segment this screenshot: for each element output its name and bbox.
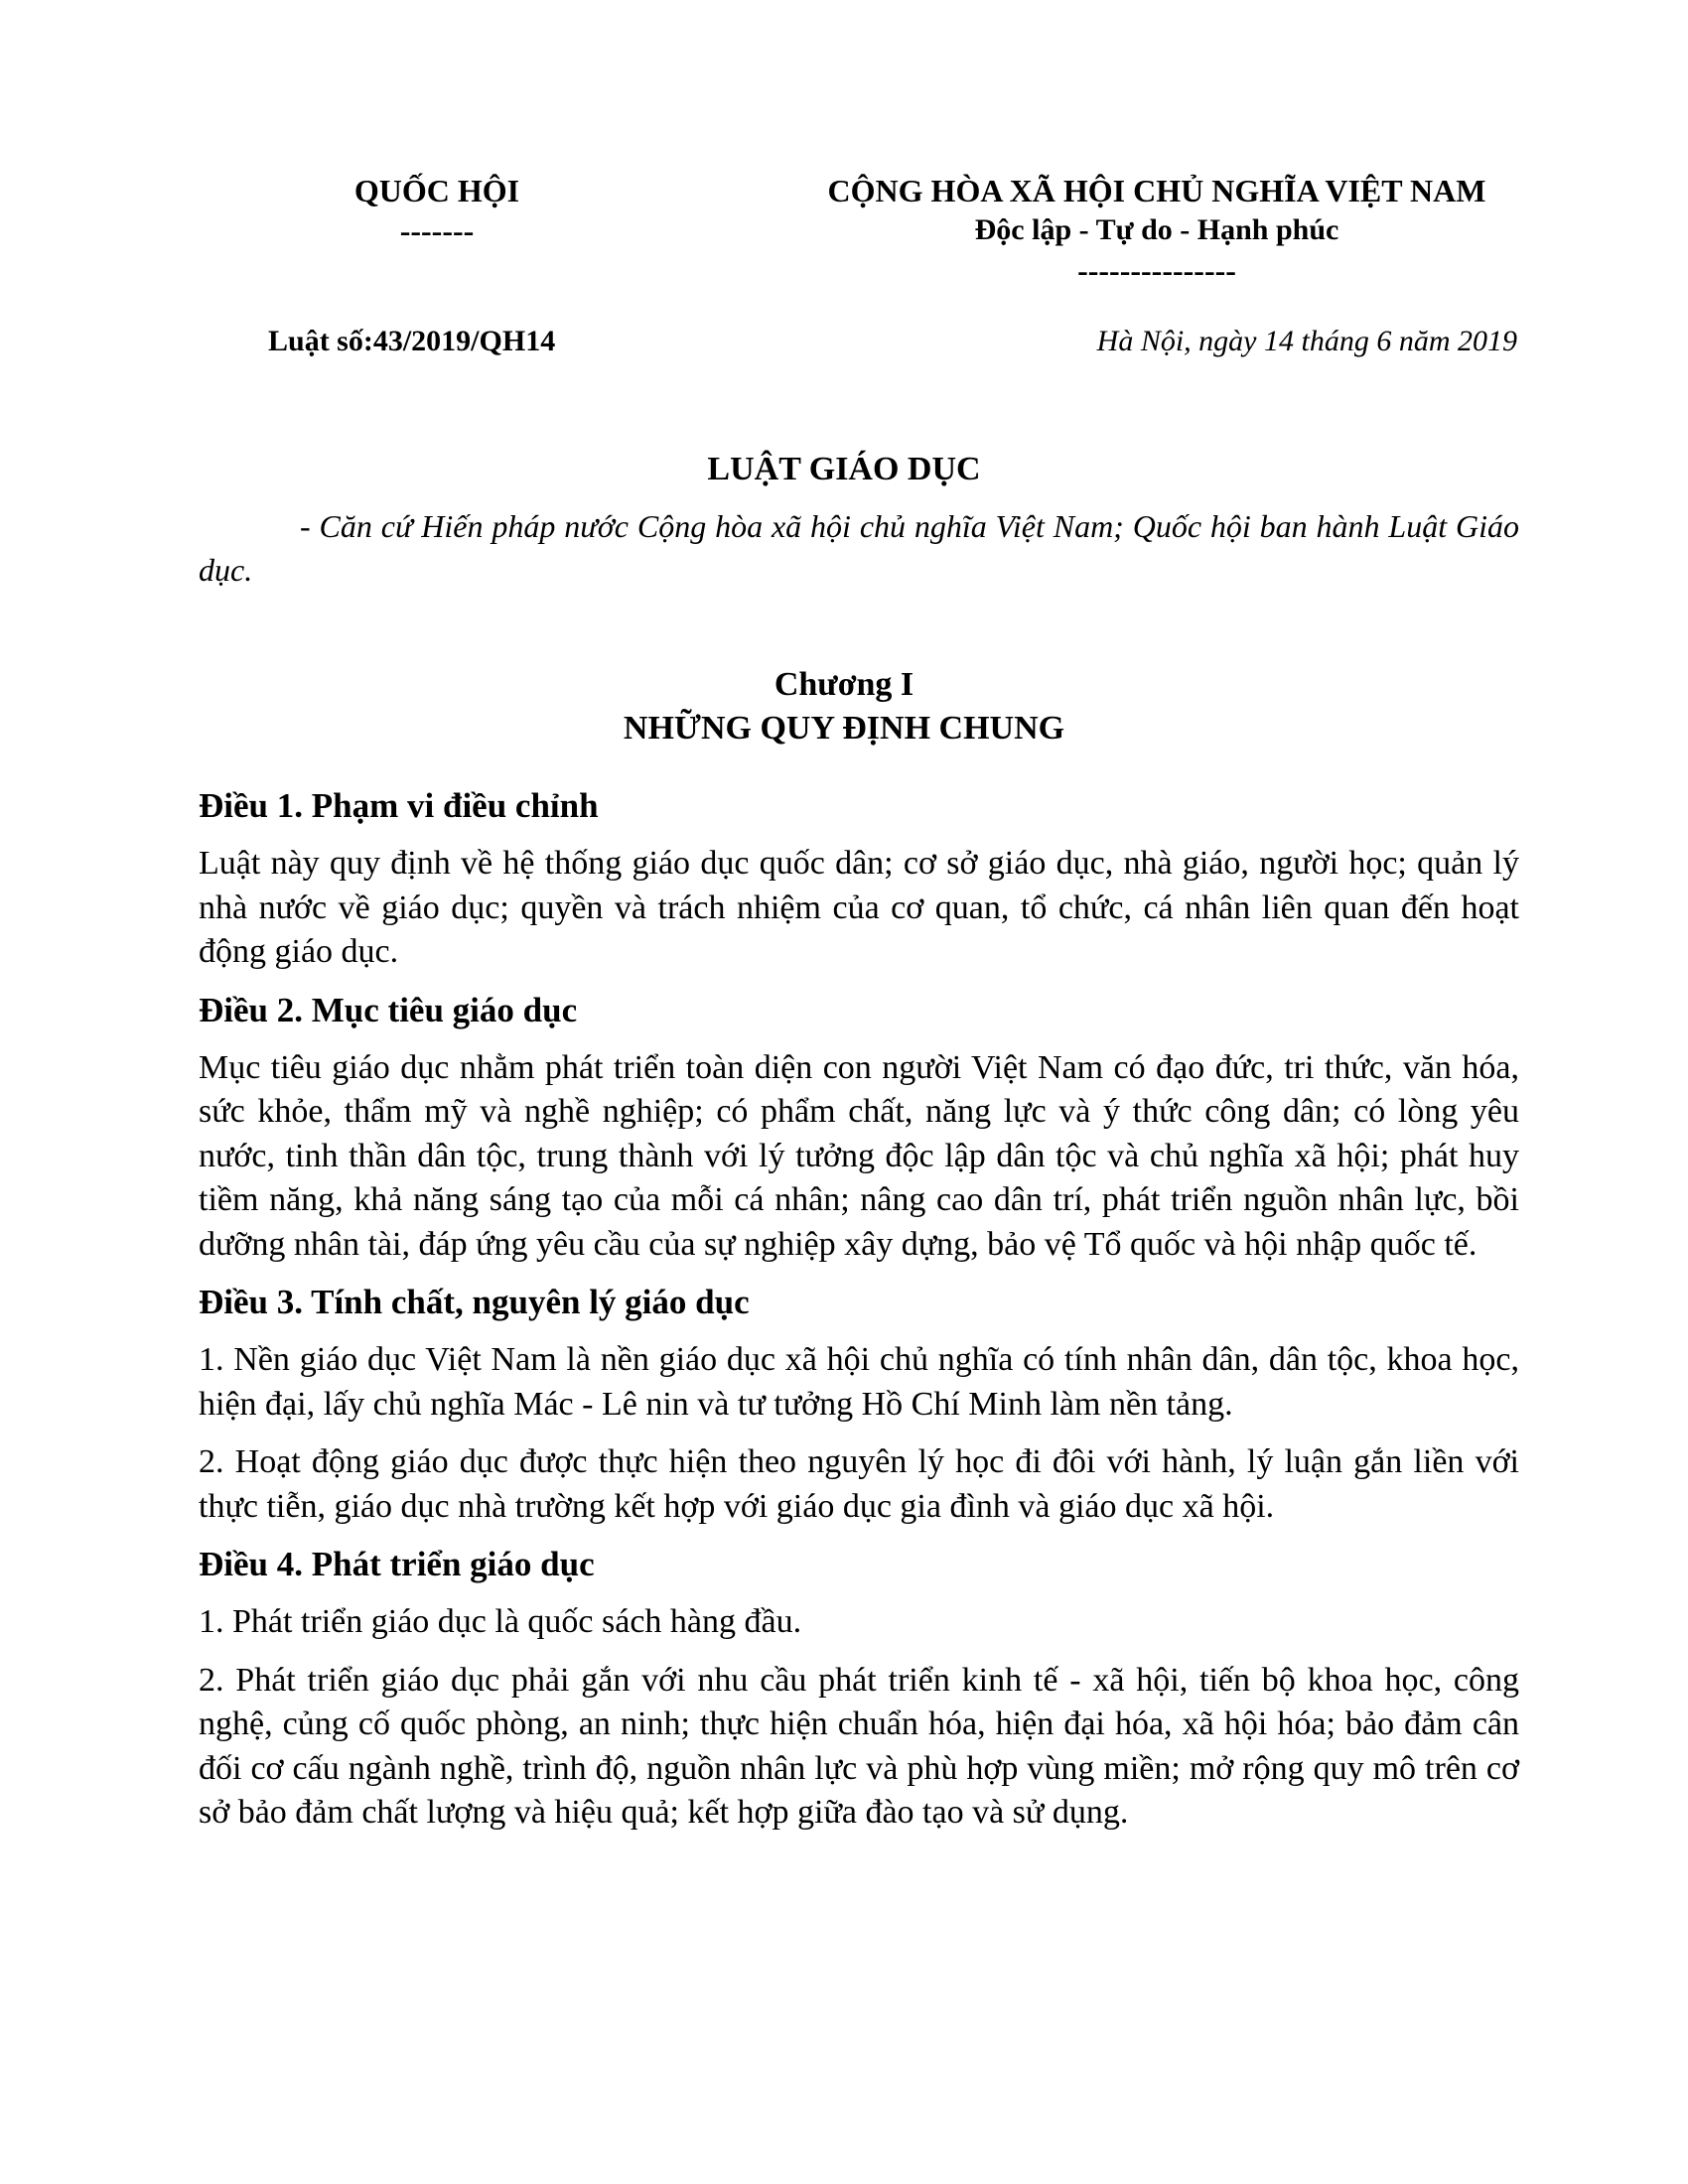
article-1 [199, 784, 1519, 975]
article-heading: Điều 2. Mục tiêu giáo dục [199, 990, 578, 1029]
article-paragraph: 1. Nền giáo dục Việt Nam là nền giáo dục xã hội chủ nghĩa có tính nhân dân, dân tộc, khoa học, hiện đại, lấy chủ nghĩa Mác - Lê nin và tư tưởng Hồ Chí Minh làm nền tảng. [199, 1341, 1519, 1423]
national-rule: --------------- [1077, 252, 1236, 288]
issuer-block [288, 171, 586, 250]
document-title: LUẬT GIÁO DỤC [707, 451, 981, 487]
article-paragraph: Luật này quy định về hệ thống giáo dục quốc dân; cơ sở giáo dục, nhà giáo, người học; quản lý nhà nước về giáo dục; quyền và trách nhiệm của cơ quan, tổ chức, cá nhân liên quan đến hoạt động giáo dục. [199, 845, 1519, 970]
article-3 [199, 1281, 1519, 1529]
chapter-heading [0, 663, 1688, 751]
article-2 [199, 989, 1519, 1268]
article-heading: Điều 4. Phát triển giáo dục [199, 1545, 595, 1583]
national-title: CỘNG HÒA XÃ HỘI CHỦ NGHĨA VIỆT NAM [827, 173, 1486, 208]
chapter-name: NHỮNG QUY ĐỊNH CHUNG [623, 710, 1065, 747]
place-date: Hà Nội, ngày 14 tháng 6 năm 2019 [1096, 325, 1517, 357]
article-heading: Điều 3. Tính chất, nguyên lý giáo dục [199, 1283, 750, 1321]
issuer-rule: ------- [399, 212, 475, 248]
article-paragraph: 1. Phát triển giáo dục là quốc sách hàng đầu. [199, 1603, 802, 1640]
chapter-number: Chương I [774, 666, 914, 703]
issuer-name: QUỐC HỘI [353, 173, 520, 208]
article-heading: Điều 1. Phạm vi điều chỉnh [199, 786, 599, 825]
article-paragraph: Mục tiêu giáo dục nhằm phát triển toàn diện con người Việt Nam có đạo đức, tri thức, văn hóa, sức khỏe, thẩm mỹ và nghề nghiệp; có phẩm chất, năng lực và ý thức công dân; có lòng yêu nước, tinh thần dân tộc, trung thành với lý tưởng độc lập dân tộc và chủ nghĩa xã hội; phát huy tiềm năng, khả năng sáng tạo của mỗi cá nhân; nâng cao dân trí, phát triển nguồn nhân lực, bồi dưỡng nhân tài, đáp ứng yêu cầu của sự nghiệp xây dựng, bảo vệ Tổ quốc và hội nhập quốc tế. [199, 1048, 1519, 1263]
article-paragraph: 2. Hoạt động giáo dục được thực hiện theo nguyên lý học đi đôi với hành, lý luận gắn liền với thực tiễn, giáo dục nhà trường kết hợp với giáo dục gia đình và giáo dục xã hội. [199, 1443, 1519, 1525]
article-4 [199, 1543, 1519, 1836]
articles-body [199, 784, 1519, 1849]
national-title-block [794, 171, 1519, 290]
preamble: - Căn cứ Hiến pháp nước Cộng hòa xã hội chủ nghĩa Việt Nam; Quốc hội ban hành Luật Giáo dục. [199, 508, 1519, 588]
article-paragraph: 2. Phát triển giáo dục phải gắn với nhu cầu phát triển kinh tế - xã hội, tiến bộ khoa học, công nghệ, củng cố quốc phòng, an ninh; thực hiện chuẩn hóa, hiện đại hóa, xã hội hóa; bảo đảm cân đối cơ cấu ngành nghề, trình độ, nguồn nhân lực và phù hợp vùng miền; mở rộng quy mô trên cơ sở bảo đảm chất lượng và hiệu quả; kết hợp giữa đào tạo và sử dụng. [199, 1661, 1519, 1831]
law-number: Luật số:43/2019/QH14 [268, 325, 556, 357]
national-motto: Độc lập - Tự do - Hạnh phúc [974, 213, 1339, 246]
